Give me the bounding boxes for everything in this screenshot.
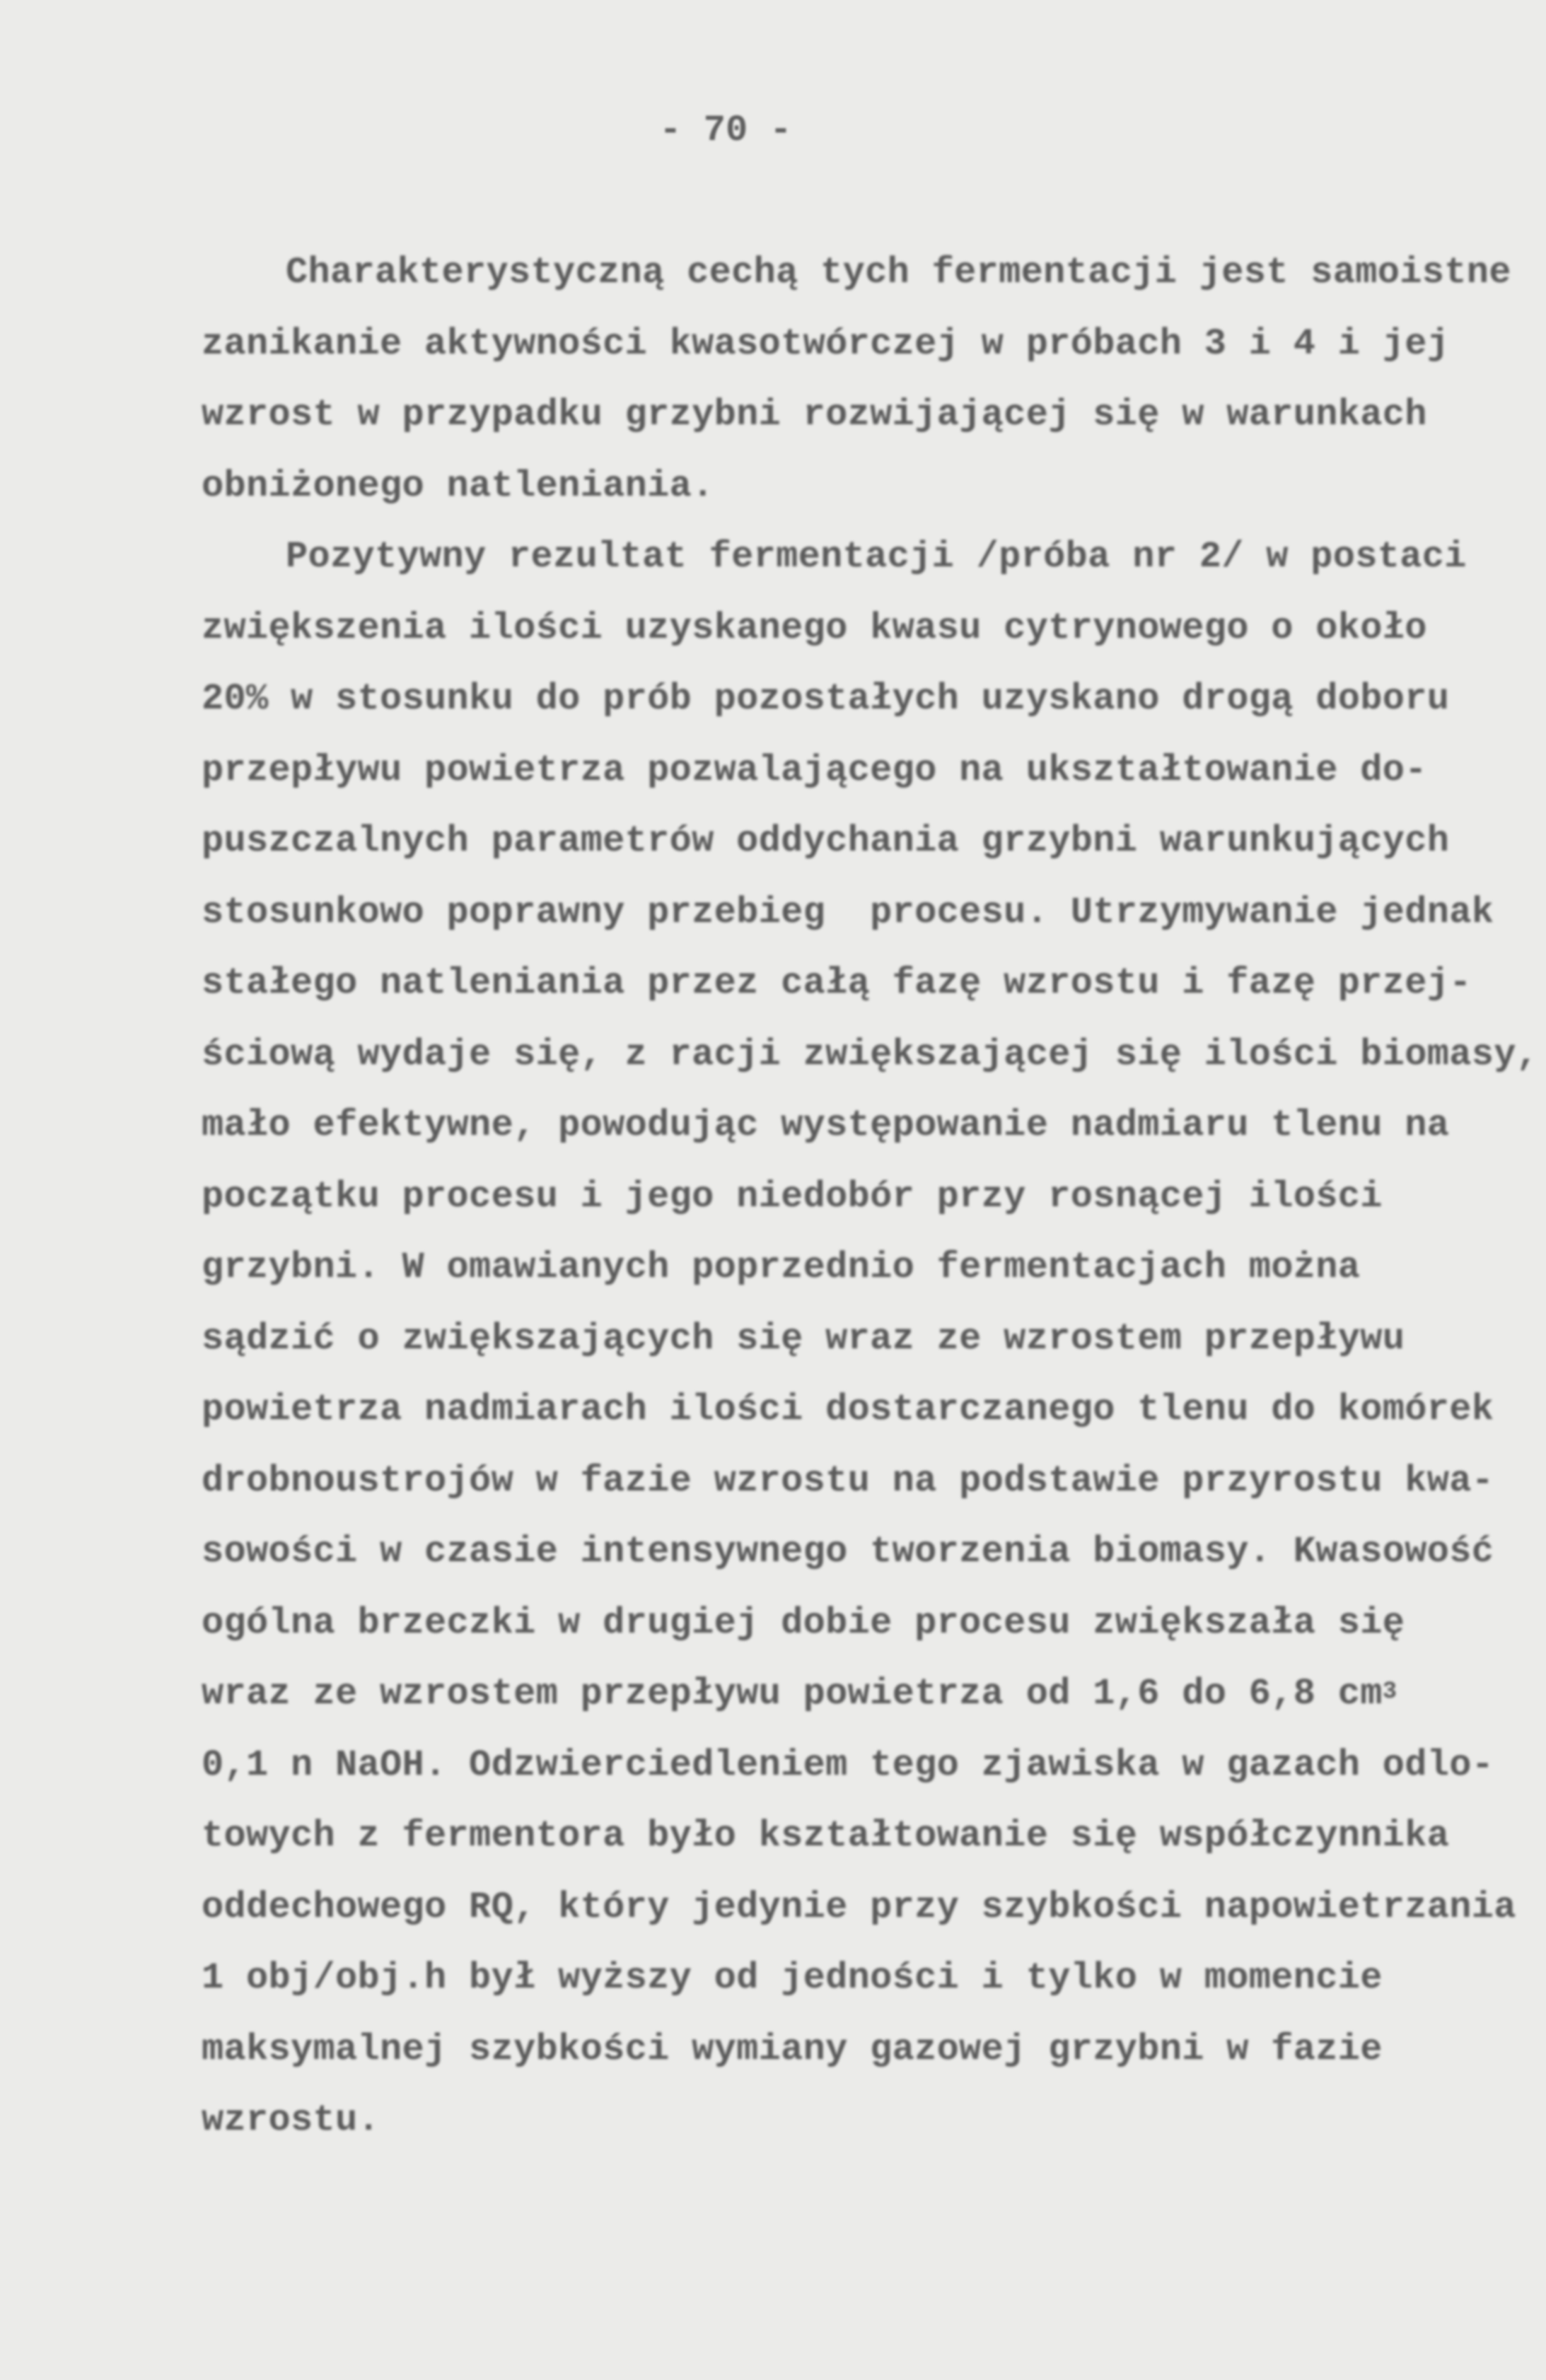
text-line-content: zanikanie aktywności kwasotwórczej w próbach 3 i 4 i jej [202, 322, 1450, 365]
text-line-content: przepływu powietrza pozwalającego na ukształtowanie do- [202, 749, 1427, 791]
text-line [202, 749, 1427, 792]
text-line [202, 323, 1449, 366]
text-line [202, 1176, 1383, 1218]
text-line [202, 820, 1449, 863]
text-line-content: stosunkowo poprawny przebieg procesu. Utrzymywanie jednak [202, 891, 1494, 933]
text-line [202, 1247, 1360, 1289]
text-line [202, 1389, 1494, 1431]
text-line [202, 1318, 1405, 1360]
text-line-content: powietrza nadmiarach ilości dostarczanego tlenu do komórek [202, 1389, 1494, 1430]
text-line [286, 536, 1467, 578]
text-line-content: sądzić o zwiększających się wraz ze wzrostem przepływu [202, 1317, 1405, 1360]
text-line [202, 1673, 1397, 1719]
text-line-content: towych z fermentora było kształtowanie się współczynnika [202, 1815, 1450, 1857]
text-line [202, 465, 714, 508]
text-line-content: sowości w czasie intensywnego tworzenia biomasy. Kwasowość [202, 1531, 1494, 1573]
text-line [286, 252, 1511, 294]
text-line [202, 1815, 1449, 1857]
text-line [202, 2099, 380, 2142]
text-line [202, 1104, 1449, 1147]
text-line [202, 1460, 1494, 1503]
text-line-content: drobnoustrojów w fazie wzrostu na podstawie przyrostu kwa- [202, 1459, 1494, 1502]
text-line-content: ściową wydaje się, z racji zwiększającej się ilości biomasy, [202, 1033, 1539, 1075]
text-line [202, 1531, 1494, 1573]
text-line [202, 2029, 1383, 2071]
text-line [202, 1034, 1538, 1076]
text-line [202, 678, 1449, 721]
text-line-content: puszczalnych parametrów oddychania grzybni warunkujących [202, 820, 1450, 862]
text-line-content: początku procesu i jego niedobór przy rosnącej ilości [202, 1175, 1383, 1218]
text-line [202, 1602, 1405, 1645]
text-line-content: Pozytywny rezultat fermentacji /próba nr 2/ w postaci [286, 536, 1467, 578]
text-line-content: ogólna brzeczki w drugiej dobie procesu zwiększała się [202, 1602, 1405, 1644]
text-line-content: 0,1 n NaOH. Odzwierciedleniem tego zjawiska w gazach odlo- [202, 1744, 1494, 1786]
text-line-content: 1 obj/obj.h był wyższy od jedności i tylko w momencie [202, 1957, 1383, 1999]
text-line [202, 1744, 1494, 1787]
text-line-content: stałego natleniania przez całą fazę wzrostu i fazę przej- [202, 962, 1472, 1004]
text-line-content: oddechowego RQ, który jedynie przy szybkości napowietrzania [202, 1886, 1516, 1928]
text-line-content: grzybni. W omawianych poprzednio fermentacjach można [202, 1247, 1361, 1288]
text-line [202, 607, 1427, 650]
superscript-exponent: 3 [1382, 1679, 1397, 1705]
text-line-content: wraz ze wzrostem przepływu powietrza od 1,6 do 6,8 cm [202, 1673, 1383, 1715]
page-number: - 70 - [659, 110, 792, 151]
text-line-content: wzrost w przypadku grzybni rozwijającej się w warunkach [202, 394, 1427, 436]
text-line-content: mało efektywne, powodując występowanie nadmiaru tlenu na [202, 1104, 1450, 1146]
text-line [202, 892, 1494, 934]
text-line [202, 1957, 1383, 2000]
text-line-content: Charakterystyczną cechą tych fermentacji jest samoistne [286, 252, 1511, 293]
text-line [202, 1886, 1516, 1929]
text-line-content: zwiększenia ilości uzyskanego kwasu cytrynowego o około [202, 607, 1427, 649]
text-line-content: wzrostu. [202, 2099, 380, 2141]
text-line [202, 962, 1472, 1005]
text-line-content: obniżonego natleniania. [202, 465, 714, 507]
text-line-content: 20% w stosunku do prób pozostałych uzyskano drogą doboru [202, 678, 1450, 720]
text-line [202, 394, 1427, 436]
text-line-content: maksymalnej szybkości wymiany gazowej grzybni w fazie [202, 2028, 1383, 2070]
